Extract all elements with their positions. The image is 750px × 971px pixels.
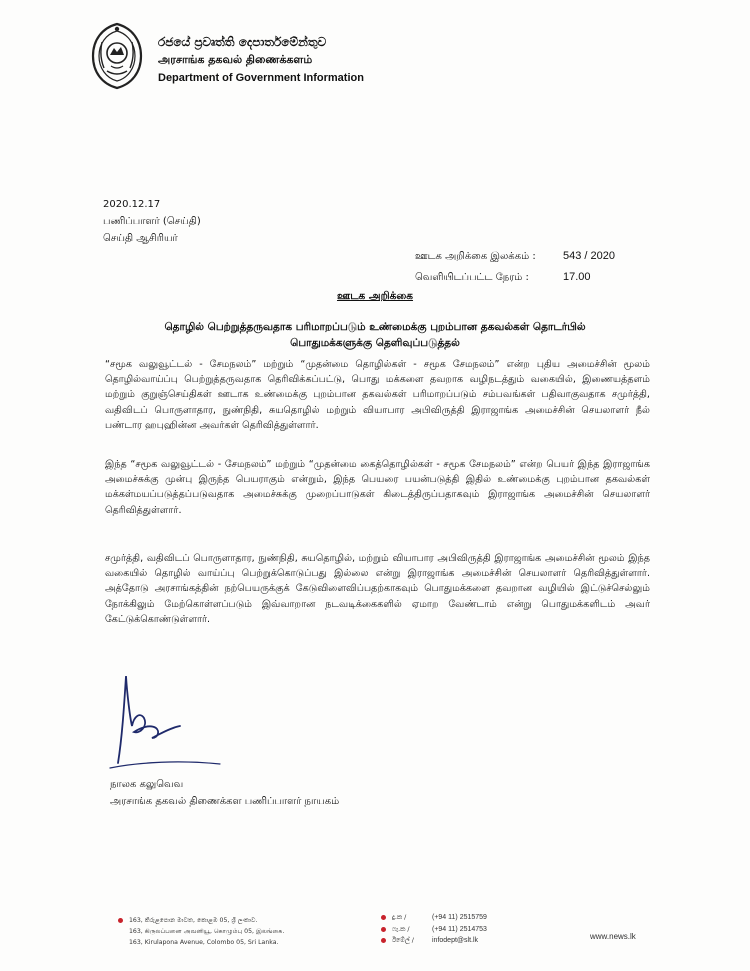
- phone-label: දු.ක /: [392, 913, 407, 921]
- dept-name-english: Department of Government Information: [158, 72, 364, 84]
- phone-value: (+94 11) 2515759: [432, 914, 487, 921]
- email-label: ඊමේල් /: [392, 936, 414, 944]
- signatory-name: நாலக கலுவெவ: [110, 779, 184, 790]
- release-number-label: ஊடக அறிக்கை இலக்கம் :: [415, 251, 536, 262]
- release-number-value: 543 / 2020: [563, 250, 615, 262]
- document-heading: ஊடக அறிக்கை: [336, 290, 414, 302]
- addressee-line-2: செய்தி ஆசிரியர்: [103, 233, 178, 244]
- body-paragraph-1: “சமூக வலுவூட்டல் - சேமநலம்” மற்றும் “முதன்மை தொழில்கள் - சமூக சேமநலம்” என்ற புதிய அமைச்சின் மூலம் தொழில்வாய்ப்பு பெற்றுத்தருவதாக தெரிவிக்கப்பட்டு, பொது மக்களை தவறாக வழிநடத்தும் வகையில், இணையத்தளம் மற்றும் குறுஞ்செய்திகள் ஊடாக உண்மைக்கு புறம்பான தகவல்கள் பரிமாறப்படும் சம்பவங்கள் பதிவாகுவதாக சமுர்த்தி, வதிவிடப் பொருளாதார, நுண்நிதி, சுயதொழில் மற்றும் வியாபார அபிவிருத்தி இராஜாங்க அமைச்சின் செயலாளர் நீல் பண்டார ஹபுஹின்ன அவர்கள் தெரிவித்துள்ளார்.: [105, 359, 650, 431]
- release-time-label: வெளியிடப்பட்ட நேரம் :: [415, 272, 529, 283]
- document-subject: [75, 319, 675, 351]
- dept-name-tamil: அரசாங்க தகவல் திணைக்களம்: [158, 53, 313, 66]
- addressee-line-1: பணிப்பாளர் (செய்தி): [103, 216, 201, 227]
- address-bullet-icon: [118, 918, 123, 923]
- fax-label: ෆැ.ක /: [392, 924, 410, 933]
- website-url: www.news.lk: [590, 932, 636, 941]
- subject-line-1: தொழில் பெற்றுத்தருவதாக பரிமாறப்படும் உண்மைக்கு புறம்பான தகவல்கள் தொடர்பில்: [164, 321, 586, 333]
- phone-bullet-icon: [381, 915, 386, 920]
- release-time-value: 17.00: [563, 271, 591, 283]
- body-paragraph-2: இந்த “சமூக வலுவூட்டல் - சேமநலம்” மற்றும் “முதன்மை கைத்தொழில்கள் - சமூக சேமநலம்” என்ற பெயர் இந்த இராஜாங்க அமைச்சுக்கு முன்பு இருந்த பெயராகும் என்றும், இந்த பெயரை பயன்படுத்தி இதில் உண்மைக்கு புறம்பான தகவல்கள் மக்கள்மயப்படுத்தப்படுவதாக அமைச்சுக்கு முறைப்பாடுகள் கிடைத்திருப்பதாகவும் இராஜாங்க அமைச்சின் செயலாளர் தெரிவித்துள்ளார்.: [105, 459, 650, 516]
- dept-name-sinhala: රජයේ ප්‍රවෘත්ති දෙපාර්තමේන්තුව: [158, 35, 327, 49]
- fax-value: (+94 11) 2514753: [432, 925, 487, 933]
- department-name-block: [158, 33, 364, 87]
- handwritten-signature: [100, 668, 230, 778]
- signatory-title: அரசாங்க தகவல் திணைக்கள பணிப்பாளர் நாயகம்: [110, 796, 340, 807]
- footer-address: [118, 915, 284, 948]
- addressee-block: [103, 196, 201, 247]
- subject-line-2: பொதுமக்களுக்கு தெளிவுப்படுத்தல்: [290, 337, 460, 349]
- fax-bullet-icon: [381, 927, 386, 932]
- sri-lanka-emblem-icon: [88, 22, 146, 90]
- footer-contact: [381, 912, 487, 947]
- address-tamil: 163, கிருலப்பனை அவனியூ, கொழும்பு 05, இலங்கை.: [129, 928, 285, 935]
- body-paragraph-3: சமுர்த்தி, வதிவிடப் பொருளாதார, நுண்நிதி, சுயதொழில், மற்றும் வியாபார அபிவிருத்தி இராஜாங்க அமைச்சின் மூலம் இந்த வகையில் தொழில் வாய்ப்பு பெற்றுக்கொடுப்பது இல்லை என்று இராஜாங்க அமைச்சின் செயலாளர் தெரிவித்துள்ளார். அத்தோடு அரசாங்கத்தின் நற்பெயருக்குக் கேடுவிளைவிப்பதற்காகவும் பொதுமக்களை தவறான வழியில் இட்டுச்செல்லும் நோக்கிலும் மேற்கொள்ளப்படும் இவ்வாறான நடவடிக்கைகளில் ஏமாற வேண்டாம் என்று பொதுமக்களிடம் அவர் கேட்டுக்கொண்டுள்ளார்.: [105, 553, 650, 625]
- address-sinhala: 163, කිරුළපොන මාවත, කොළඹ 05, ශ්‍රී ලංකාව.: [129, 917, 258, 924]
- release-info: [415, 246, 615, 288]
- email-bullet-icon: [381, 938, 386, 943]
- email-value: infodept@slt.lk: [432, 937, 479, 944]
- release-date: 2020.12.17: [103, 199, 161, 210]
- address-english: 163, Kirulapona Avenue, Colombo 05, Sri Lanka.: [129, 939, 279, 946]
